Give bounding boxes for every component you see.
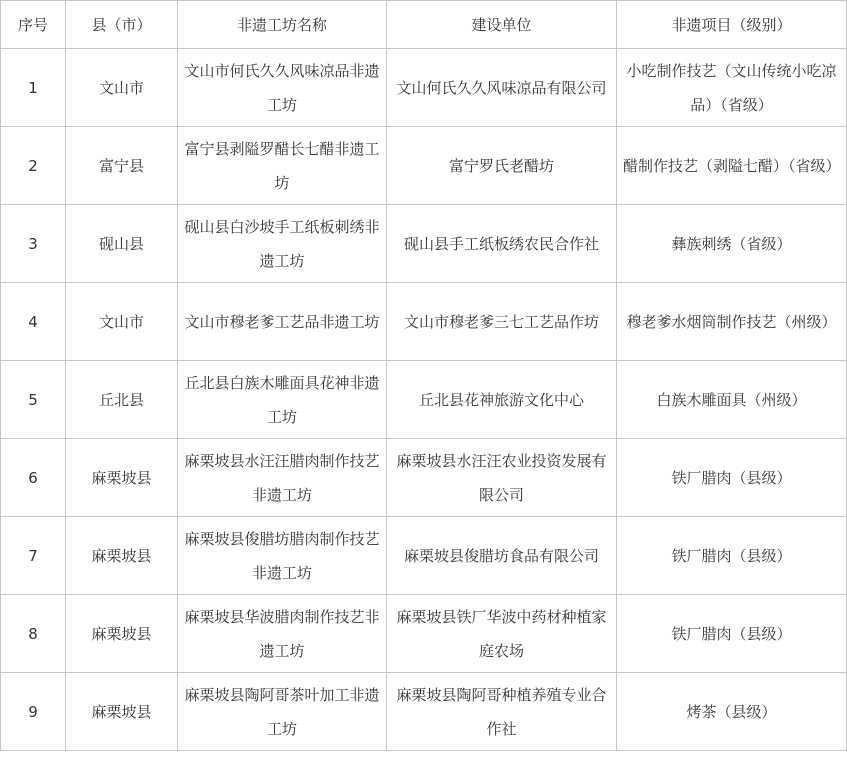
table-row bbox=[1, 517, 847, 595]
cell-workshop-name: 麻栗坡县陶阿哥茶叶加工非遗工坊 bbox=[178, 673, 387, 751]
cell-project-level: 烤茶（县级） bbox=[617, 673, 847, 751]
cell-builder: 麻栗坡县俊腊坊食品有限公司 bbox=[387, 517, 617, 595]
cell-builder: 富宁罗氏老醋坊 bbox=[387, 127, 617, 205]
cell-workshop-name: 麻栗坡县俊腊坊腊肉制作技艺非遗工坊 bbox=[178, 517, 387, 595]
cell-county: 麻栗坡县 bbox=[66, 517, 178, 595]
cell-index: 2 bbox=[1, 127, 66, 205]
cell-builder: 麻栗坡县水汪汪农业投资发展有限公司 bbox=[387, 439, 617, 517]
table-row bbox=[1, 439, 847, 517]
cell-project-level: 彝族刺绣（省级） bbox=[617, 205, 847, 283]
cell-index: 4 bbox=[1, 283, 66, 361]
cell-county: 麻栗坡县 bbox=[66, 595, 178, 673]
cell-workshop-name: 麻栗坡县水汪汪腊肉制作技艺非遗工坊 bbox=[178, 439, 387, 517]
table-row bbox=[1, 673, 847, 751]
header-county: 县（市） bbox=[66, 1, 178, 49]
cell-index: 6 bbox=[1, 439, 66, 517]
cell-builder: 砚山县手工纸板绣农民合作社 bbox=[387, 205, 617, 283]
cell-workshop-name: 丘北县白族木雕面具花神非遗工坊 bbox=[178, 361, 387, 439]
cell-workshop-name: 文山市穆老爹工艺品非遗工坊 bbox=[178, 283, 387, 361]
cell-county: 文山市 bbox=[66, 283, 178, 361]
cell-county: 麻栗坡县 bbox=[66, 439, 178, 517]
cell-county: 富宁县 bbox=[66, 127, 178, 205]
cell-county: 麻栗坡县 bbox=[66, 673, 178, 751]
cell-project-level: 铁厂腊肉（县级） bbox=[617, 439, 847, 517]
header-workshop-name: 非遗工坊名称 bbox=[178, 1, 387, 49]
header-index: 序号 bbox=[1, 1, 66, 49]
cell-project-level: 小吃制作技艺（文山传统小吃凉品）（省级） bbox=[617, 49, 847, 127]
header-project-level: 非遗项目（级别） bbox=[617, 1, 847, 49]
cell-project-level: 穆老爹水烟筒制作技艺（州级） bbox=[617, 283, 847, 361]
header-row bbox=[1, 1, 847, 49]
cell-county: 文山市 bbox=[66, 49, 178, 127]
cell-county: 砚山县 bbox=[66, 205, 178, 283]
table-row bbox=[1, 595, 847, 673]
cell-workshop-name: 富宁县剥隘罗醋长七醋非遗工坊 bbox=[178, 127, 387, 205]
cell-builder: 丘北县花神旅游文化中心 bbox=[387, 361, 617, 439]
table-row bbox=[1, 361, 847, 439]
cell-workshop-name: 麻栗坡县华波腊肉制作技艺非遗工坊 bbox=[178, 595, 387, 673]
table-row bbox=[1, 127, 847, 205]
header-builder: 建设单位 bbox=[387, 1, 617, 49]
cell-project-level: 铁厂腊肉（县级） bbox=[617, 595, 847, 673]
cell-builder: 麻栗坡县陶阿哥种植养殖专业合作社 bbox=[387, 673, 617, 751]
cell-county: 丘北县 bbox=[66, 361, 178, 439]
cell-index: 9 bbox=[1, 673, 66, 751]
cell-workshop-name: 砚山县白沙坡手工纸板刺绣非遗工坊 bbox=[178, 205, 387, 283]
cell-builder: 文山市穆老爹三七工艺品作坊 bbox=[387, 283, 617, 361]
cell-index: 1 bbox=[1, 49, 66, 127]
table-row bbox=[1, 283, 847, 361]
table-row bbox=[1, 205, 847, 283]
cell-builder: 麻栗坡县铁厂华波中药材种植家庭农场 bbox=[387, 595, 617, 673]
table-row bbox=[1, 49, 847, 127]
cell-project-level: 醋制作技艺（剥隘七醋）（省级） bbox=[617, 127, 847, 205]
cell-index: 8 bbox=[1, 595, 66, 673]
cell-index: 3 bbox=[1, 205, 66, 283]
cell-project-level: 白族木雕面具（州级） bbox=[617, 361, 847, 439]
cell-builder: 文山何氏久久风味凉品有限公司 bbox=[387, 49, 617, 127]
cell-index: 7 bbox=[1, 517, 66, 595]
cell-index: 5 bbox=[1, 361, 66, 439]
cell-workshop-name: 文山市何氏久久风味凉品非遗工坊 bbox=[178, 49, 387, 127]
cell-project-level: 铁厂腊肉（县级） bbox=[617, 517, 847, 595]
